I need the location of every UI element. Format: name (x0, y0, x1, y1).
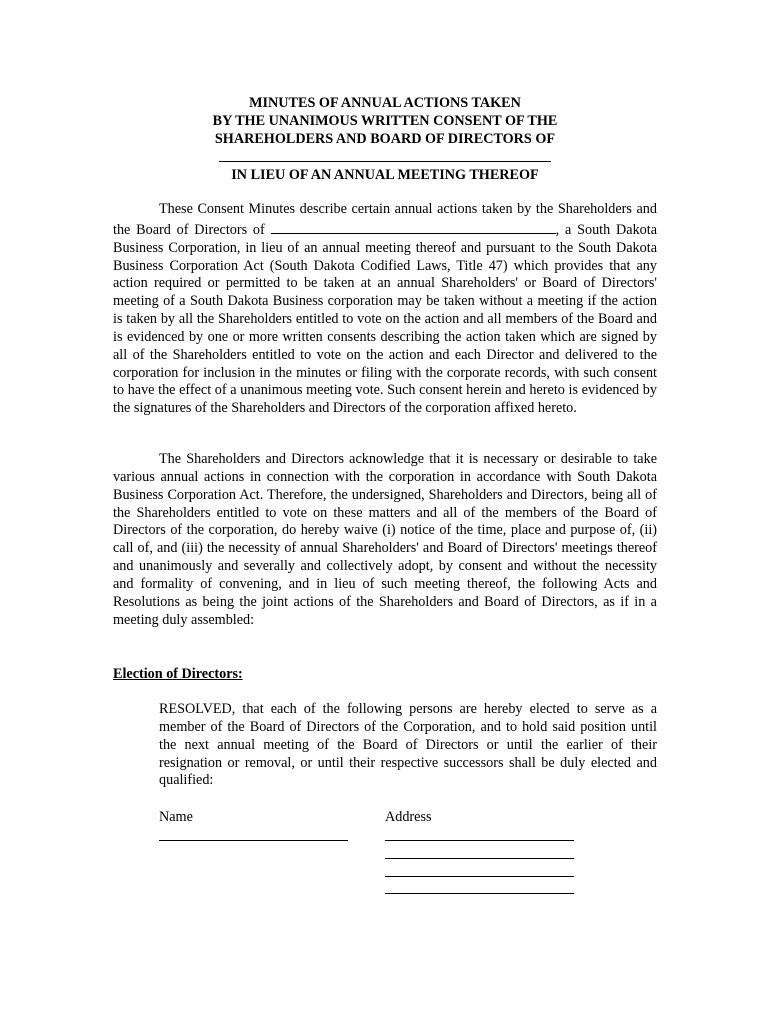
consent-paragraph (113, 201, 657, 418)
name-blank[interactable] (159, 840, 348, 841)
title-line-2: BY THE UNANIMOUS WRITTEN CONSENT OF THE (212, 113, 558, 129)
address-label: Address (385, 809, 432, 825)
title-line-1: MINUTES OF ANNUAL ACTIONS TAKEN (249, 95, 521, 111)
title-line-3: SHAREHOLDERS AND BOARD OF DIRECTORS OF (214, 131, 556, 147)
title-line-4: IN LIEU OF AN ANNUAL MEETING THEREOF (231, 167, 539, 183)
name-label: Name (159, 809, 193, 825)
consent-paragraph-start: These Consent Minutes describe certain annual actions taken by the Shareholders and the Board of Directors of (113, 201, 657, 238)
corporation-name-blank[interactable] (219, 161, 551, 162)
address-blank-4[interactable] (385, 893, 574, 894)
consent-paragraph-rest: , a South Dakota Business Corporation, in lieu of an annual meeting thereof and pursuant to the South Dakota Business Corporation Act (South Dakota Codified Laws, Title 47) which provides that any action required or permitted to be taken at an annual Shareholders' or Board of Directors' meeting of a South Dakota Business corporation may be taken without a meeting if the action is taken by all the Shareholders entitled to vote on the action and all members of the Board and is evidenced by one or more written consents describing the action taken which are signed by all of the Shareholders entitled to vote on the action and each Director and delivered to the corporation for inclusion in the minutes or filing with the corporate records, with such consent to have the effect of a unanimous meeting vote. Such consent herein and hereto is evidenced by the signatures of the Shareholders and Directors of the corporation affixed hereto. (113, 221, 657, 417)
election-heading: Election of Directors: (113, 666, 243, 682)
address-blank-2[interactable] (385, 858, 574, 859)
resolved-paragraph: RESOLVED, that each of the following persons are hereby elected to serve as a member of the Board of Directors of the Corporation, and to hold said position until the next annual meeting of the Board of Directors or until the earlier of their resignation or removal, or until their respective successors shall be duly elected and qualified: (159, 701, 657, 789)
acknowledgement-paragraph: The Shareholders and Directors acknowledge that it is necessary or desirable to take various annual actions in connection with the corporation in accordance with South Dakota Business Corporation Act. Therefore, the undersigned, Shareholders and Directors, being all of the Shareholders entitled to vote on these matters and all of the members of the Board of Directors of the corporation, do hereby waive (i) notice of the time, place and purpose of, (ii) call of, and (iii) the necessity of annual Shareholders' and Board of Directors' meetings thereof and unanimously and severally and collectively adopt, by consent and without the necessity and formality of convening, and in lieu of such meeting thereof, the following Acts and Resolutions as being the joint actions of the Shareholders and Board of Directors, as if in a meeting duly assembled: (113, 451, 657, 628)
address-blank-1[interactable] (385, 840, 574, 841)
corporation-blank[interactable] (271, 219, 556, 234)
address-blank-3[interactable] (385, 876, 574, 877)
